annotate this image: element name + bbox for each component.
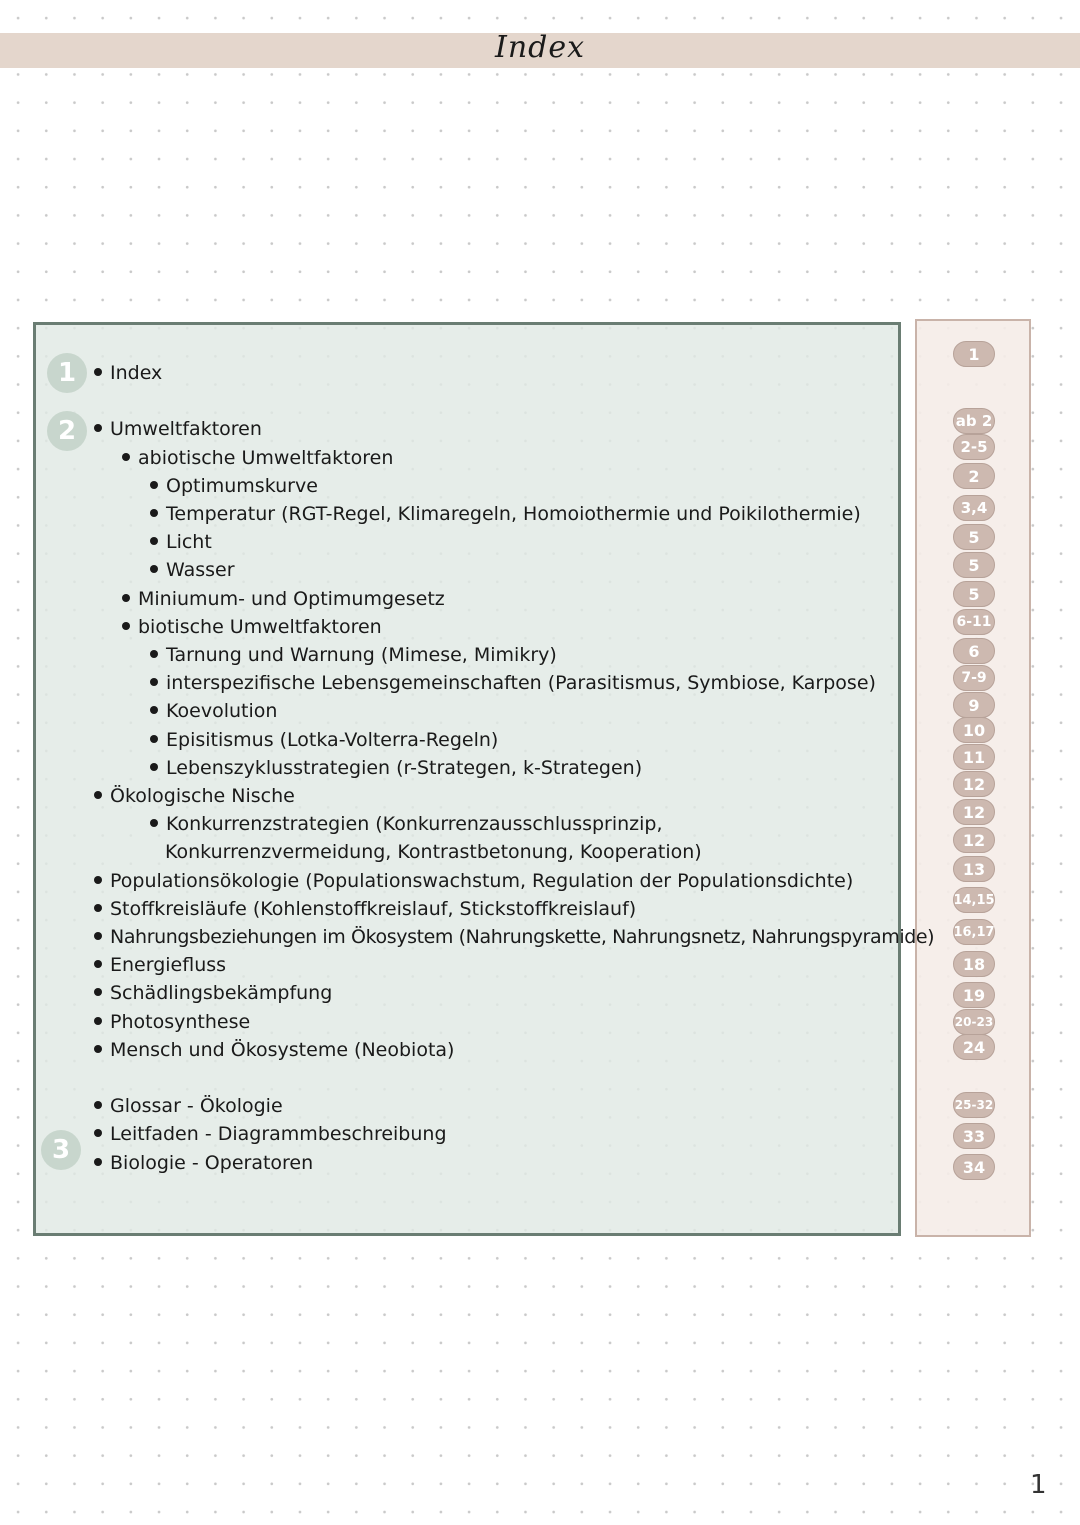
page-badge: 2 xyxy=(953,463,995,489)
page-badge: 6 xyxy=(953,638,995,664)
entry-nische: Ökologische Nische xyxy=(94,784,295,808)
entry-lebenszyklus: Lebenszyklusstrategien (r-Strategen, k-Strategen) xyxy=(150,756,642,780)
page-badge: 16,17 xyxy=(953,919,995,945)
page-badge: 9 xyxy=(953,692,995,718)
bullet-icon xyxy=(150,509,158,517)
bullet-icon xyxy=(94,988,102,996)
bullet-icon xyxy=(122,594,130,602)
page-badge: 1 xyxy=(953,341,995,367)
bullet-icon xyxy=(94,791,102,799)
bullet-icon xyxy=(94,1129,102,1137)
bullet-icon xyxy=(150,537,158,545)
entry-energiefluss: Energiefluss xyxy=(94,953,226,977)
page-number: 1 xyxy=(1030,1470,1047,1500)
entry-tarnung: Tarnung und Warnung (Mimese, Mimikry) xyxy=(150,643,557,667)
entry-licht: Licht xyxy=(150,530,212,554)
page-badge: 18 xyxy=(953,951,995,977)
entry-leitfaden: Leitfaden - Diagrammbeschreibung xyxy=(94,1122,447,1146)
entry-stoffkreislaeufe: Stoffkreisläufe (Kohlenstoffkreislauf, Stickstoffkreislauf) xyxy=(94,897,636,921)
page-badge: 6-11 xyxy=(953,609,995,635)
entry-miniumum: Miniumum- und Optimumgesetz xyxy=(122,587,445,611)
bullet-icon xyxy=(150,650,158,658)
page-badge: 25-32 xyxy=(953,1092,995,1118)
entry-biotische: biotische Umweltfaktoren xyxy=(122,615,382,639)
page-badge: 24 xyxy=(953,1034,995,1060)
entry-konkurrenz: Konkurrenzstrategien (Konkurrenzausschlussprinzip, xyxy=(150,812,663,836)
bullet-icon xyxy=(94,1101,102,1109)
bullet-icon xyxy=(150,706,158,714)
bullet-icon xyxy=(94,368,102,376)
bullet-icon xyxy=(94,876,102,884)
bullet-icon xyxy=(94,960,102,968)
bullet-icon xyxy=(150,735,158,743)
page-badge: 13 xyxy=(953,856,995,882)
bullet-icon xyxy=(150,763,158,771)
section-marker-3: 3 xyxy=(41,1130,81,1170)
bullet-icon xyxy=(150,678,158,686)
bullet-icon xyxy=(150,819,158,827)
bullet-icon xyxy=(94,932,102,940)
page-badge: 34 xyxy=(953,1154,995,1180)
bullet-icon xyxy=(94,1017,102,1025)
page-badge: 14,15 xyxy=(953,887,995,913)
bullet-icon xyxy=(94,1045,102,1053)
entry-konkurrenz-cont: Konkurrenzvermeidung, Kontrastbetonung, Kooperation) xyxy=(165,841,702,863)
section-marker-2: 2 xyxy=(47,411,87,451)
page-badge: ab 2 xyxy=(953,408,995,434)
page-badge: 10 xyxy=(953,717,995,743)
entry-schaedling: Schädlingsbekämpfung xyxy=(94,981,332,1005)
bullet-icon xyxy=(150,565,158,573)
entry-umweltfaktoren: Umweltfaktoren xyxy=(94,417,262,441)
entry-population: Populationsökologie (Populationswachstum, Regulation der Populationsdichte) xyxy=(94,869,853,893)
entry-mensch: Mensch und Ökosysteme (Neobiota) xyxy=(94,1038,454,1062)
page-badge: 5 xyxy=(953,581,995,607)
entry-optimumskurve: Optimumskurve xyxy=(150,474,318,498)
entry-temperatur: Temperatur (RGT-Regel, Klimaregeln, Homoiothermie und Poikilothermie) xyxy=(150,502,861,526)
page-badge: 12 xyxy=(953,771,995,797)
entry-koevolution: Koevolution xyxy=(150,699,277,723)
bullet-icon xyxy=(122,622,130,630)
entry-nahrung: Nahrungsbeziehungen im Ökosystem (Nahrungskette, Nahrungsnetz, Nahrungspyramide) xyxy=(94,925,934,949)
page-badge: 33 xyxy=(953,1123,995,1149)
page-badge: 11 xyxy=(953,744,995,770)
page-badge: 20-23 xyxy=(953,1009,995,1035)
bullet-icon xyxy=(150,481,158,489)
entry-operatoren: Biologie - Operatoren xyxy=(94,1151,313,1175)
page-title: Index xyxy=(494,30,586,65)
bullet-icon xyxy=(94,1158,102,1166)
entry-photosynthese: Photosynthese xyxy=(94,1010,250,1034)
bullet-icon xyxy=(94,904,102,912)
entry-abiotische: abiotische Umweltfaktoren xyxy=(122,446,393,470)
page-badge: 7-9 xyxy=(953,665,995,691)
page-badge: 12 xyxy=(953,827,995,853)
entry-wasser: Wasser xyxy=(150,558,235,582)
entry-episitismus: Episitismus (Lotka-Volterra-Regeln) xyxy=(150,728,498,752)
entry-interspezifische: interspezifische Lebensgemeinschaften (Parasitismus, Symbiose, Karpose) xyxy=(150,671,876,695)
section-marker-1: 1 xyxy=(47,353,87,393)
bullet-icon xyxy=(94,424,102,432)
entry-index: Index xyxy=(94,361,162,385)
bullet-icon xyxy=(122,453,130,461)
page-badge: 3,4 xyxy=(953,495,995,521)
entry-glossar: Glossar - Ökologie xyxy=(94,1094,283,1118)
page-badge: 12 xyxy=(953,799,995,825)
page-badge: 19 xyxy=(953,982,995,1008)
page-badge: 5 xyxy=(953,552,995,578)
page-badge: 5 xyxy=(953,524,995,550)
page-badge: 2-5 xyxy=(953,434,995,460)
